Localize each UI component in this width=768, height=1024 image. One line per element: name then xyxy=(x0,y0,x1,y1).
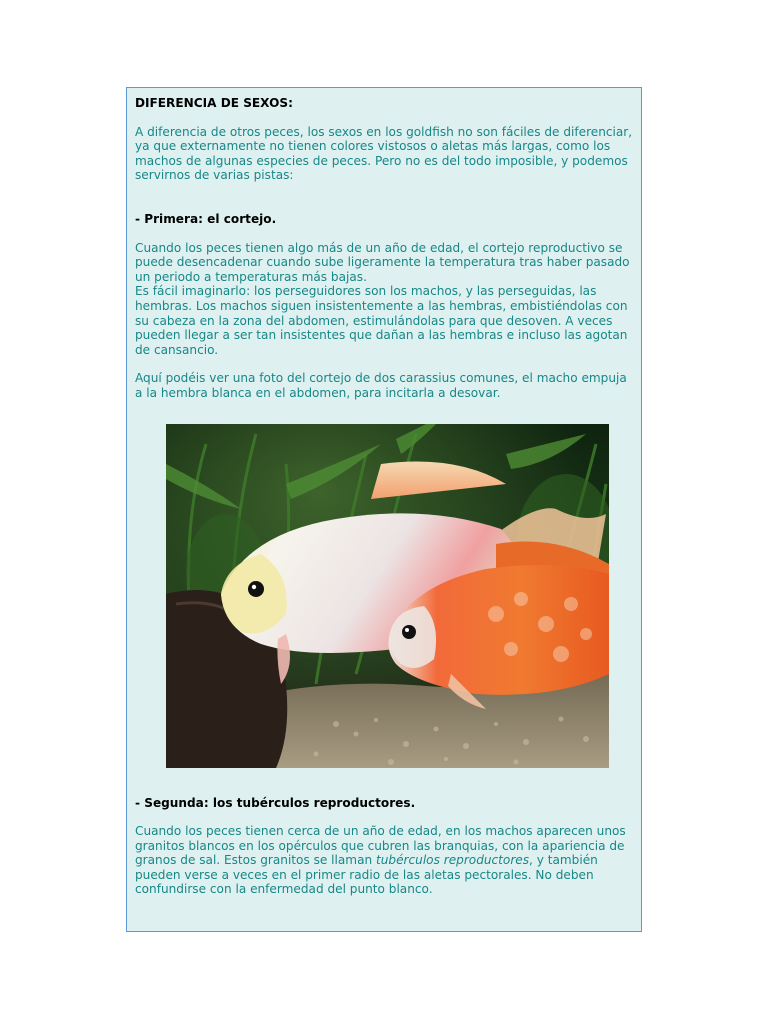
courtship-paragraph-part-a: Cuando los peces tienen algo más de un año de edad, el cortejo reproductivo se puede desencadenar cuando sube ligeramente la temperatura tras haber pasado un periodo a temperaturas más bajas. xyxy=(135,240,630,284)
courtship-paragraph-part-b: Es fácil imaginarlo: los perseguidores son los machos, y las perseguidas, las hembras. Los machos siguen insistentemente a las hembras, embistiéndolas con su cabeza en la zona del abdomen, estimulándolas para que desoven. A veces pueden llegar a ser tan insistentes que dañan a las hembras e incluso las agotan de cansancio. xyxy=(135,284,628,357)
content-panel xyxy=(126,87,642,932)
courtship-paragraph xyxy=(135,241,634,358)
section-heading-courtship: - Primera: el cortejo. xyxy=(135,211,277,226)
document-title: DIFERENCIA DE SEXOS: xyxy=(135,96,293,110)
tubercles-text-after: , y también pueden verse a veces en el primer radio de las aletas pectorales. No deben confundirse con la enfermedad del punto blanco. xyxy=(135,853,598,897)
photo-caption-paragraph: Aquí podéis ver una foto del cortejo de dos carassius comunes, el macho empuja a la hembra blanca en el abdomen, para incitarla a desovar. xyxy=(135,371,627,400)
intro-paragraph: A diferencia de otros peces, los sexos en los goldfish no son fáciles de diferenciar, ya que externamente no tienen colores vistosos o aletas más largas, como los machos de algunas especies de peces. Pero no es del todo imposible, y podemos servirnos de varias pistas: xyxy=(135,124,633,183)
tubercles-term: tubérculos reproductores xyxy=(376,853,530,868)
section-heading-tubercles: - Segunda: los tubérculos reproductores. xyxy=(135,795,416,810)
goldfish-courtship-photo xyxy=(166,424,609,768)
tubercles-paragraph xyxy=(135,824,634,897)
tubercles-text-before: Cuando los peces tienen cerca de un año de edad, en los machos aparecen unos granitos blancos en los opérculos que cubren las branquias, con la apariencia de granos de sal. Estos granitos se llaman xyxy=(135,824,626,868)
